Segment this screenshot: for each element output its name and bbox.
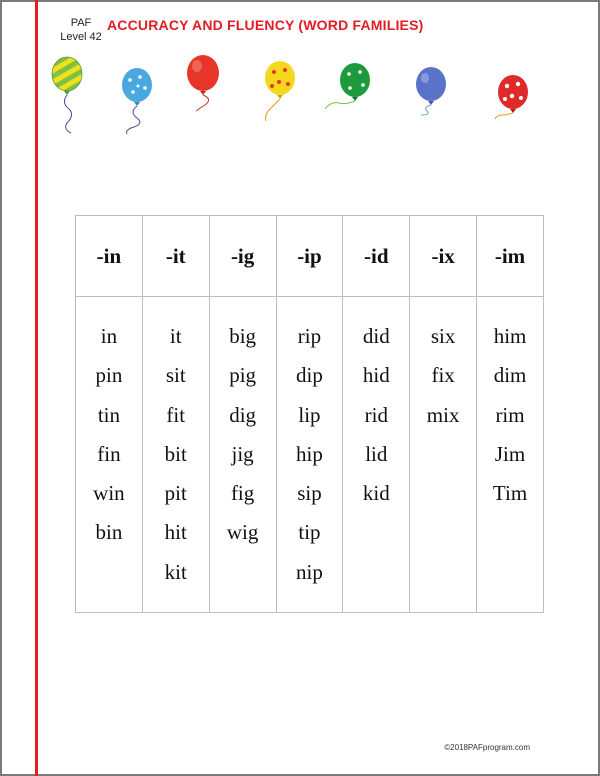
word-families-table <box>75 215 544 613</box>
column-header: -ig <box>209 216 276 297</box>
word: him <box>493 324 527 348</box>
word-column-id <box>343 297 410 613</box>
word: win <box>93 481 125 506</box>
word: fit <box>166 402 186 427</box>
word: nip <box>296 559 323 584</box>
word: pit <box>164 481 187 506</box>
word: jig <box>231 441 254 466</box>
word: hid <box>362 363 390 388</box>
copyright-notice: ©2018PAFprogram.com <box>444 743 530 752</box>
word: dig <box>229 402 257 427</box>
green-star-balloon-icon <box>325 63 370 109</box>
word: big <box>229 324 257 348</box>
word: kit <box>164 559 187 584</box>
word: lip <box>298 402 321 427</box>
word-column-it <box>142 297 209 613</box>
word: bin <box>95 520 123 545</box>
word: tip <box>298 520 321 545</box>
striped-balloon-icon <box>52 57 82 133</box>
page-title: ACCURACY AND FLUENCY (WORD FAMILIES) <box>107 17 424 33</box>
word: wig <box>226 520 259 545</box>
word: lid <box>365 441 388 466</box>
word: sit <box>165 363 186 388</box>
word-column-in <box>76 297 143 613</box>
word: six <box>430 324 456 348</box>
word: dim <box>493 363 527 388</box>
word: did <box>362 324 390 348</box>
word: tin <box>97 402 120 427</box>
word: Tim <box>492 481 528 506</box>
polka-dot-balloon-icon <box>265 61 295 121</box>
blue-balloon-icon <box>416 67 446 115</box>
word: kid <box>362 481 390 506</box>
star-balloon-icon <box>122 68 152 134</box>
word: pin <box>95 363 123 388</box>
word: hit <box>164 520 187 545</box>
word: bit <box>164 441 187 466</box>
column-header: -id <box>343 216 410 297</box>
word: in <box>100 324 118 348</box>
word: fin <box>97 441 121 466</box>
table-header-row <box>76 216 544 297</box>
column-header: -ix <box>410 216 477 297</box>
balloon-decorations <box>0 0 600 150</box>
level-number: Level 42 <box>60 31 102 43</box>
column-header: -in <box>76 216 143 297</box>
program-name: PAF <box>70 17 92 29</box>
word: dip <box>296 363 323 388</box>
column-header: -it <box>142 216 209 297</box>
column-header: -ip <box>276 216 343 297</box>
word: hip <box>296 441 323 466</box>
word: fig <box>230 481 255 506</box>
word: sip <box>297 481 322 506</box>
word: rim <box>495 402 525 427</box>
word: rip <box>297 324 322 348</box>
word: mix <box>426 402 460 427</box>
word: rid <box>364 402 388 427</box>
word-column-ix <box>410 297 477 613</box>
word: pig <box>229 363 257 388</box>
word-column-im <box>477 297 544 613</box>
table-row <box>76 297 544 613</box>
word: it <box>169 324 182 348</box>
red-dot-balloon-icon <box>495 75 528 119</box>
column-header: -im <box>477 216 544 297</box>
word: Jim <box>494 441 526 466</box>
word: fix <box>431 363 455 388</box>
word-column-ip <box>276 297 343 613</box>
word-column-ig <box>209 297 276 613</box>
red-balloon-icon <box>187 55 219 111</box>
